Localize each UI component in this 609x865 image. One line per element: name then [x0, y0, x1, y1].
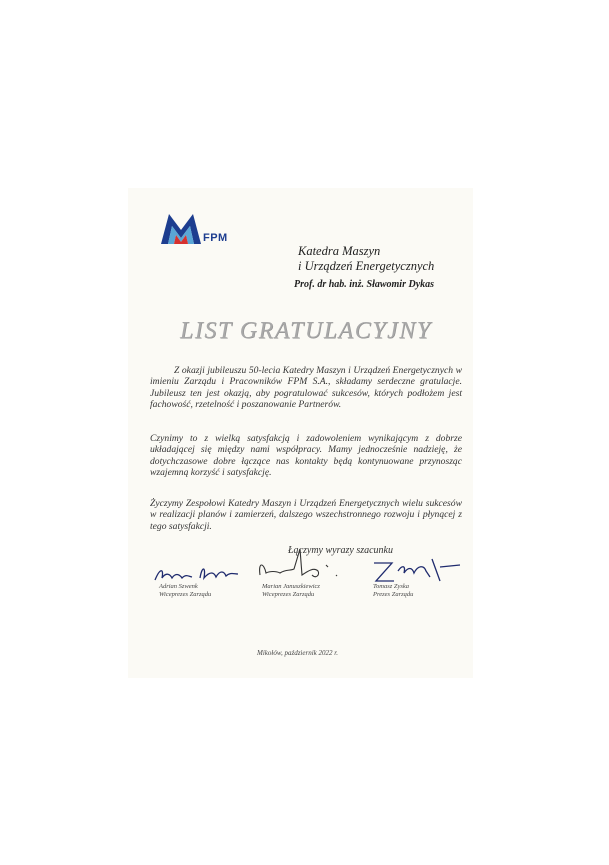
body-paragraph-1: Z okazji jubileuszu 50-lecia Katedry Maszyn i Urządzeń Energetycznych w imieniu Zarządu i Pracowników FPM S.A., składamy serdeczne gratulacje. Jubileusz ten jest okazją, aby pogratulować sukcesów, których podłożem jest fachowość, rzetelność i poszanowanie Partnerów. — [150, 365, 462, 410]
signatory-2-name: Marian Januszkiewicz — [262, 583, 320, 590]
signatory-3-name: Tomasz Zyska — [373, 583, 410, 590]
org-line-1: Katedra Maszyn — [298, 244, 381, 258]
fpm-logo-icon — [157, 208, 205, 248]
signatory-3-role: Prezes Zarządu — [373, 591, 414, 598]
body-paragraph-2: Czynimy to z wielką satysfakcją i zadowoleniem wynikającym z dobrze układającej się między nami współpracy. Mamy jednocześnie nadzieję, że dotychczasowe dobre łączące nas kontakty będą kontynuowane przynosząc wzajemną korzyść i satysfakcję. — [150, 433, 462, 478]
closing-phrase: Łączymy wyrazy szacunku — [288, 545, 393, 556]
signature-3-icon — [370, 553, 465, 587]
signature-2-icon — [256, 545, 356, 585]
signatory-1-role: Wiceprezes Zarządu — [159, 591, 212, 598]
signatory-2-role: Wiceprezes Zarządu — [262, 591, 315, 598]
logo-text: FPM — [203, 232, 228, 244]
body-paragraph-3: Życzymy Zespołowi Katedry Maszyn i Urządzeń Energetycznych wielu sukcesów w realizacji planów i zamierzeń, dalszego wszechstronnego rozwoju i płynącej z tego satysfakcji. — [150, 498, 462, 532]
place-and-date: Mikołów, październik 2022 r. — [257, 649, 338, 657]
organization-address — [298, 244, 434, 274]
signatory-1 — [159, 583, 211, 599]
signatory-2 — [262, 583, 320, 599]
signatory-3 — [373, 583, 413, 599]
letter-title: LIST GRATULACYJNY — [180, 318, 432, 344]
recipient-name: Prof. dr hab. inż. Sławomir Dykas — [294, 279, 435, 290]
signatory-1-name: Adrian Szwenk — [159, 583, 198, 590]
org-line-2: i Urządzeń Energetycznych — [298, 259, 435, 273]
